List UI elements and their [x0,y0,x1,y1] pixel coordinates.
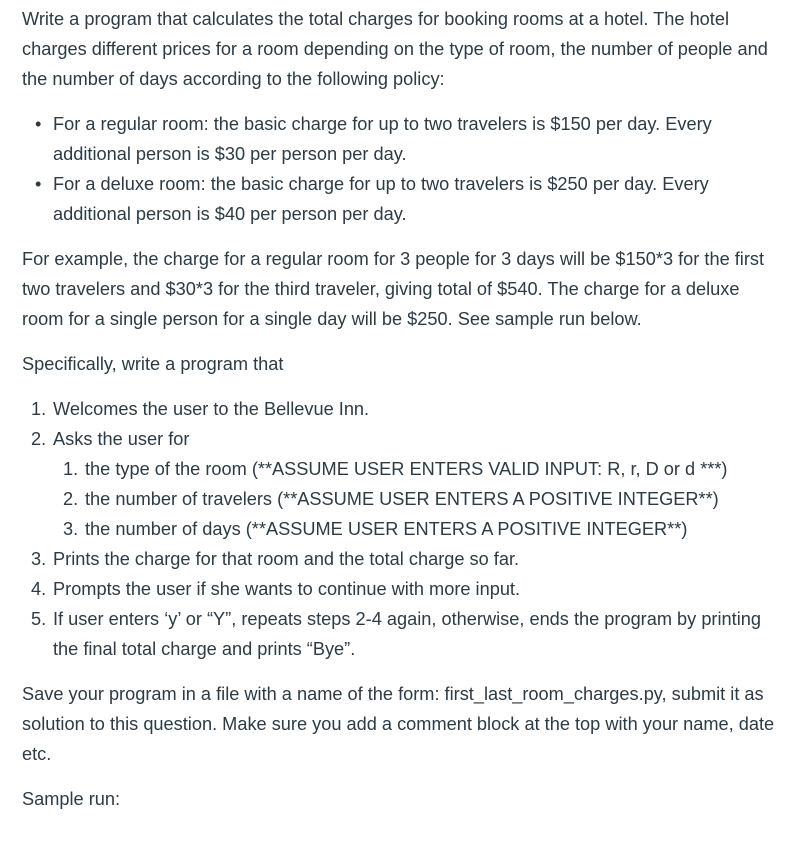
substep-text: the type of the room (**ASSUME USER ENTERS VALID INPUT: R, r, D or d ***) [85,459,728,479]
substep-number: 2. [63,489,79,509]
bullet-icon: • [35,114,42,134]
substep-item [63,454,775,484]
step-number: 1. [31,399,47,419]
program-steps-list [22,394,775,664]
substep-text: the number of days (**ASSUME USER ENTERS A POSITIVE INTEGER**) [85,519,688,539]
bullet-icon: • [35,174,42,194]
step-number: 4. [31,579,47,599]
step-text: If user enters ‘y’ or “Y”, repeats steps 2-4 again, otherwise, ends the program by printing the final total charge and prints “Bye”. [53,609,761,659]
step-item [31,424,775,544]
specifically-paragraph: Specifically, write a program that [22,354,284,374]
policy-text: For a deluxe room: the basic charge for up to two travelers is $250 per day. Every additional person is $40 per person per day. [53,174,709,224]
policy-item-regular [35,109,775,169]
step-item [31,394,775,424]
step-item [31,574,775,604]
policy-text: For a regular room: the basic charge for up to two travelers is $150 per day. Every additional person is $30 per person per day. [53,114,712,164]
step-text: Prints the charge for that room and the total charge so far. [53,549,520,569]
step-number: 2. [31,429,47,449]
policy-item-deluxe [35,169,775,229]
substep-number: 1. [63,459,79,479]
step-item [31,544,775,574]
substep-item [63,484,775,514]
input-substeps-list [53,454,775,544]
step-text: Welcomes the user to the Bellevue Inn. [53,399,370,419]
substep-text: the number of travelers (**ASSUME USER ENTERS A POSITIVE INTEGER**) [85,489,719,509]
intro-paragraph: Write a program that calculates the total charges for booking rooms at a hotel. The hotel charges different prices for a room depending on the type of room, the number of people and the number of days according to the following policy: [22,9,768,89]
substep-item [63,514,775,544]
step-text: Prompts the user if she wants to continue with more input. [53,579,521,599]
step-item [31,604,775,664]
sample-run-heading: Sample run: [22,789,121,809]
step-text: Asks the user for [53,429,190,449]
pricing-policy-list [22,109,775,229]
example-paragraph: For example, the charge for a regular room for 3 people for 3 days will be $150*3 for the first two travelers and $30*3 for the third traveler, giving total of $540. The charge for a deluxe room for a single person for a single day will be $250. See sample run below. [22,249,765,329]
step-number: 3. [31,549,47,569]
substep-number: 3. [63,519,79,539]
save-instructions-paragraph: Save your program in a file with a name of the form: first_last_room_charges.py, submit it as solution to this question. Make sure you add a comment block at the top with your name, date etc. [22,684,775,764]
step-number: 5. [31,609,47,629]
